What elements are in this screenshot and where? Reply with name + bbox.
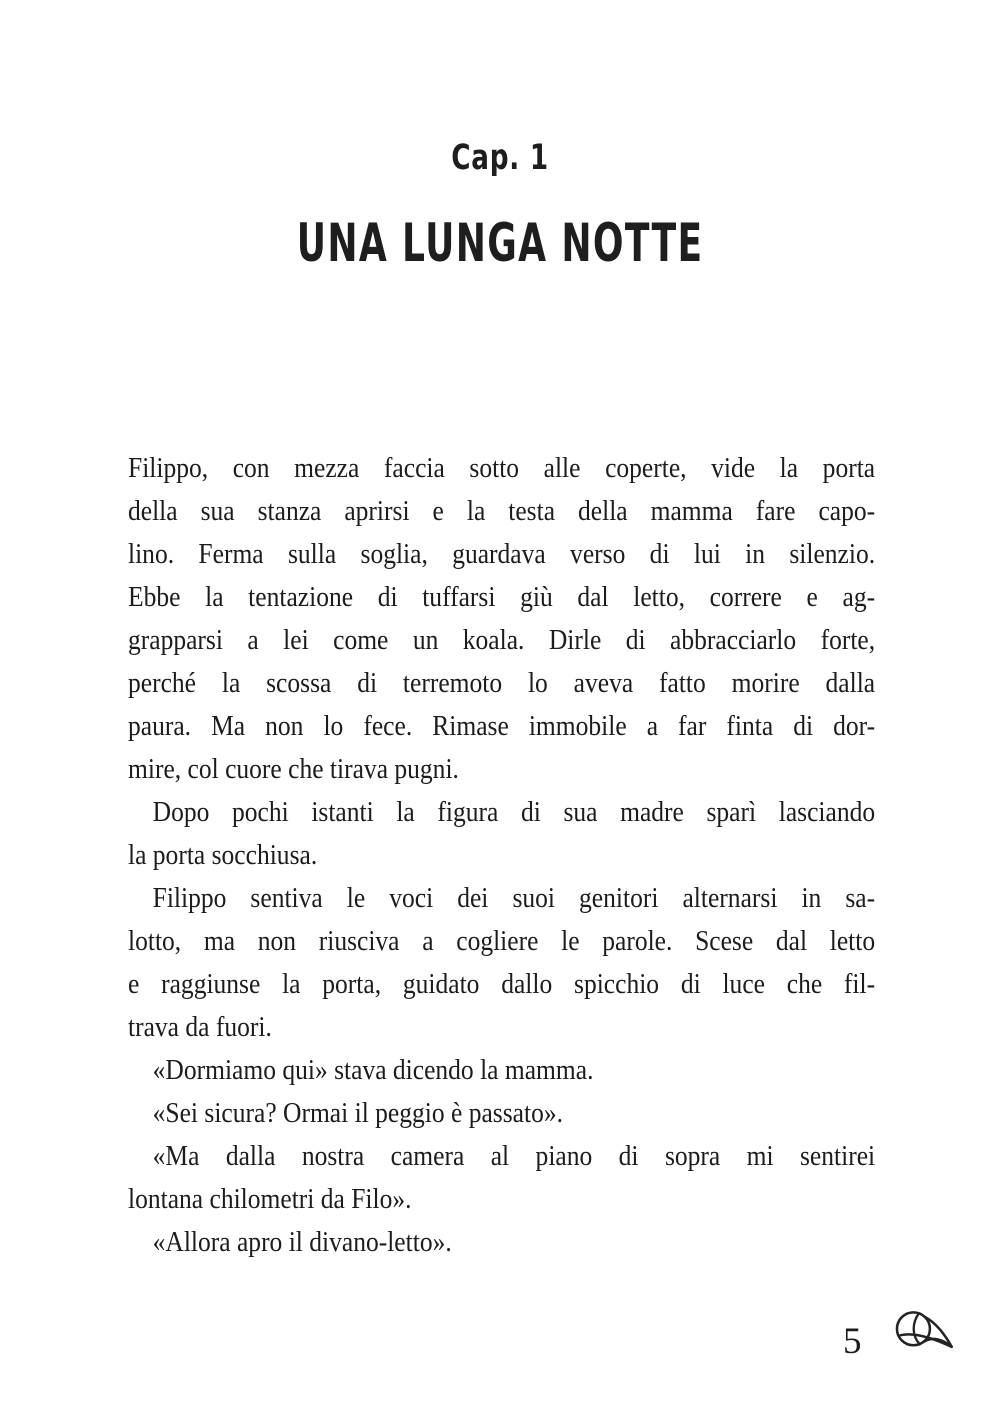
chapter-title-row — [0, 213, 1000, 274]
text-line: Filippo sentiva le voci dei suoi genitori alternarsi in sa- — [152, 882, 876, 914]
text-line: lontana chilometri da Filo». — [128, 1183, 412, 1215]
text-line: mire, col cuore che tirava pugni. — [128, 753, 459, 785]
text-line: e raggiunse la porta, guidato dallo spicchio di luce che fil- — [128, 968, 876, 1000]
text-line: grapparsi a lei come un koala. Dirle di abbracciarlo forte, — [128, 624, 876, 656]
text-line: «Sei sicura? Ormai il peggio è passato». — [152, 1097, 563, 1129]
text-line: perché la scossa di terremoto lo aveva fatto morire dalla — [128, 667, 876, 699]
text-line: Filippo, con mezza faccia sotto alle coperte, vide la porta — [128, 452, 876, 484]
text-line: della sua stanza aprirsi e la testa della mamma fare capo- — [128, 495, 876, 527]
text-line: Dopo pochi istanti la figura di sua madre sparì lasciando — [152, 796, 876, 828]
page-title: UNA LUNGA NOTTE — [296, 213, 704, 274]
page-number: 5 — [843, 1321, 862, 1362]
chapter-heading — [0, 138, 1000, 178]
leaf-icon — [889, 1307, 957, 1357]
text-line: Ebbe la tentazione di tuffarsi giù dal letto, correre e ag- — [128, 581, 876, 613]
text-line: «Dormiamo qui» stava dicendo la mamma. — [152, 1054, 594, 1086]
text-line: lotto, ma non riusciva a cogliere le parole. Scese dal letto — [128, 925, 876, 957]
chapter-label: Cap. 1 — [451, 138, 549, 178]
text-line: trava da fuori. — [128, 1011, 272, 1043]
text-line: «Ma dalla nostra camera al piano di sopra mi sentirei — [152, 1140, 876, 1172]
body-text — [128, 447, 875, 1264]
text-line: «Allora apro il divano-letto». — [152, 1226, 452, 1258]
text-line: lino. Ferma sulla soglia, guardava verso di lui in silenzio. — [128, 538, 876, 570]
text-line: la porta socchiusa. — [128, 839, 318, 871]
text-line: paura. Ma non lo fece. Rimase immobile a far finta di dor- — [128, 710, 876, 742]
